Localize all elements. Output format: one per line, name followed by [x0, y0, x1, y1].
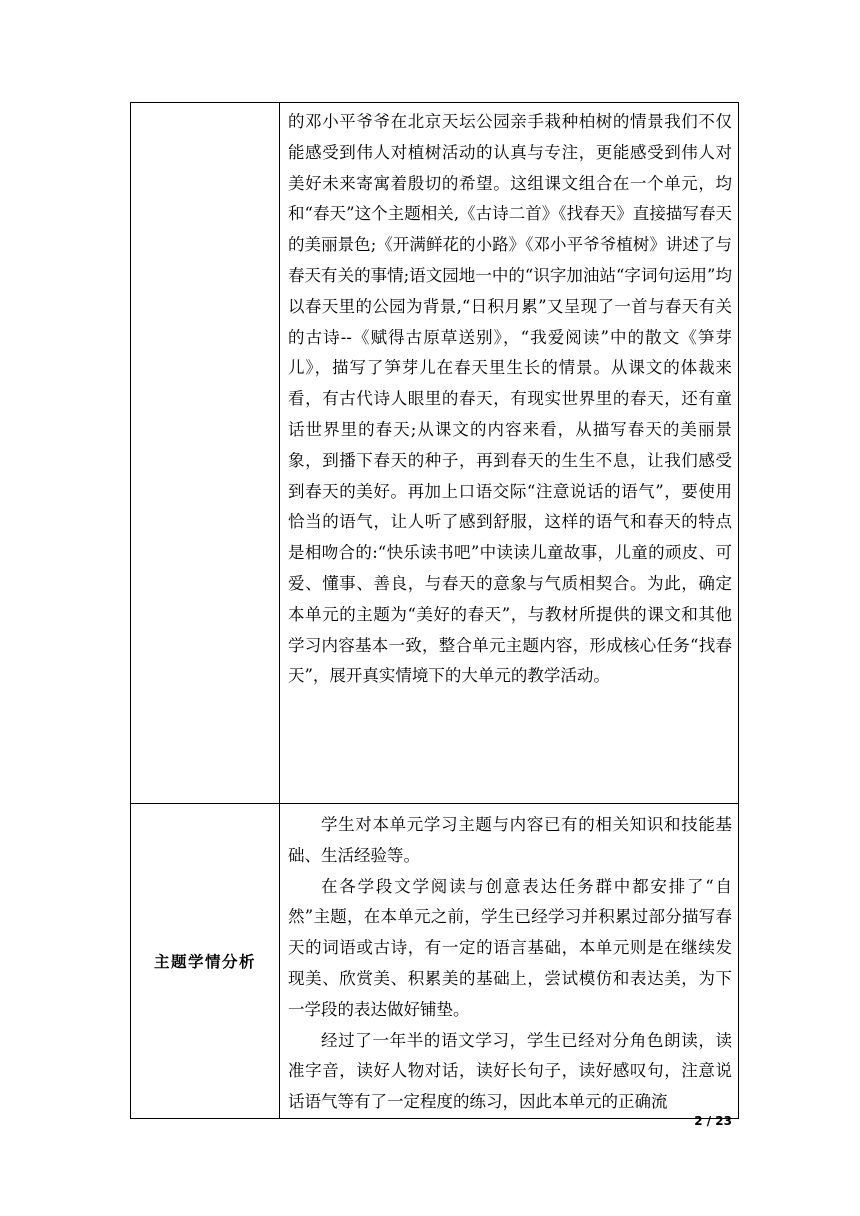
table-label-cell — [131, 804, 280, 1119]
page-number: 2 / 23 — [694, 1114, 732, 1128]
content-block — [280, 103, 738, 692]
paragraph: 经过了一年半的语文学习，学生已经对分角色朗读，读准字音，读好人物对话，读好长句子，读好感叹句，注意说话语气等有了一定程度的练习，因此本单元的正确流 — [288, 1030, 732, 1112]
content-block — [280, 804, 738, 1118]
row-label: 主题学情分析 — [153, 952, 256, 971]
table-content-cell — [280, 804, 739, 1119]
table-row — [131, 103, 739, 804]
paragraph: 的邓小平爷爷在北京天坛公园亲手栽种柏树的情景我们不仅能感受到伟人对植树活动的认真与专注，更能感受到伟人对美好未来寄寓着殷切的希望。这组课文组合在一个单元，均和“春天”这个主题相关,《古诗二首》《找春天》直接描写春天的美丽景色;《开满鲜花的小路》《邓小平爷爷植树》讲述了与春天有关的事情;语文园地一中的“识字加油站“字词句运用”均以春天里的公园为背景,“日积月累”又呈现了一首与春天有关的古诗--《赋得古原草送别》，“我爱阅读”中的散文《笋芽儿》，描写了笋芽儿在春天里生长的情景。从课文的体裁来看，有古代诗人眼里的春天，有现实世界里的春天，还有童话世界里的春天;从课文的内容来看，从描写春天的美丽景象，到播下春天的种子，再到春天的生生不息，让我们感受到春天的美好。再加上口语交际“注意说话的语气”，要使用恰当的语气，让人听了感到舒服，这样的语气和春天的特点是相吻合的:“快乐读书吧”中读读儿童故事，儿童的顽皮、可爱、懂事、善良，与春天的意象与气质相契合。为此，确定本单元的主题为“美好的春天”，与教材所提供的课文和其他学习内容基本一致，整合单元主题内容，形成核心任务“找春天”，展开真实情境下的大单元的教学活动。 — [288, 112, 732, 686]
unit-analysis-table — [130, 102, 739, 1119]
paragraph: 在各学段文学阅读与创意表达任务群中都安排了“自然”主题，在本单元之前，学生已经学习并积累过部分描写春天的词语或古诗，有一定的语言基础，本单元则是在继续发现美、欣赏美、积累美的基础上，尝试模仿和表达美，为下一学段的表达做好铺垫。 — [288, 876, 732, 1019]
table-content-cell — [280, 103, 739, 804]
table-row — [131, 804, 739, 1119]
paragraph: 学生对本单元学习主题与内容已有的相关知识和技能基础、生活经验等。 — [288, 815, 732, 865]
table-label-cell-empty — [131, 103, 280, 804]
